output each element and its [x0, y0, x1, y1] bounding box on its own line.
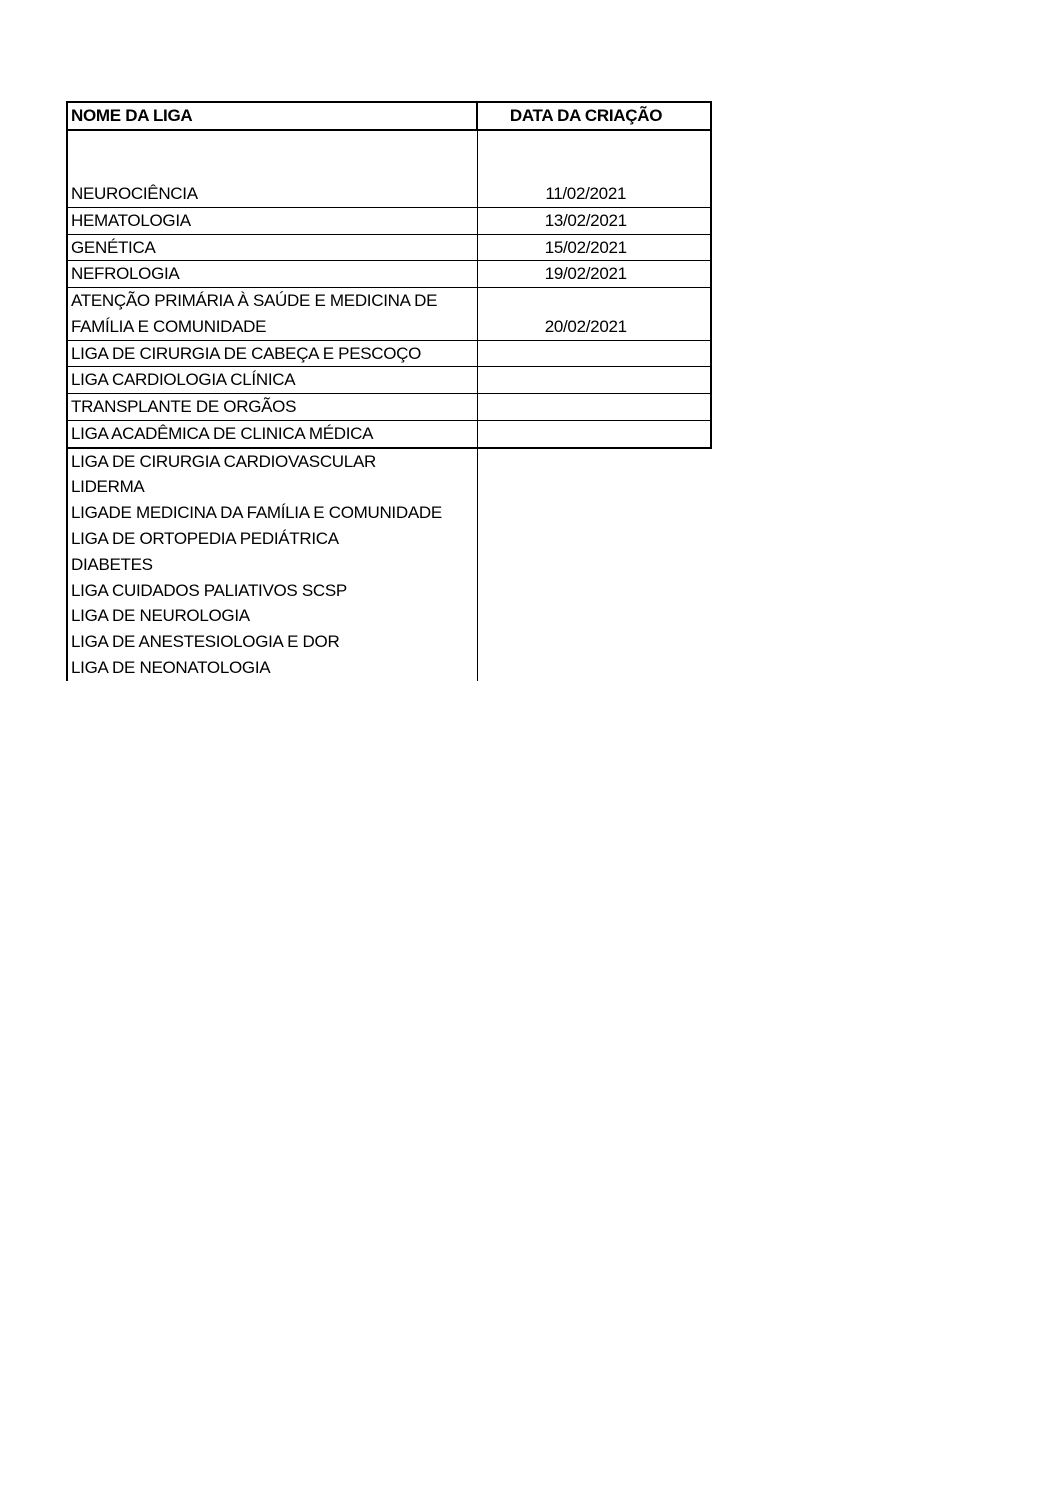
liga-date	[477, 500, 711, 526]
table-row	[67, 130, 711, 208]
liga-name: HEMATOLOGIA	[67, 207, 477, 234]
table-row	[67, 526, 711, 552]
liga-name: LIGA DE NEONATOLOGIA	[67, 655, 477, 681]
table-row	[67, 367, 711, 394]
table-row	[67, 629, 711, 655]
table-row	[67, 577, 711, 603]
liga-name: LIGA CARDIOLOGIA CLÍNICA	[67, 367, 477, 394]
spreadsheet-page	[66, 101, 712, 681]
header-row	[67, 102, 711, 130]
table-row	[67, 234, 711, 261]
liga-date	[477, 552, 711, 578]
liga-name: DIABETES	[67, 552, 477, 578]
liga-date	[477, 655, 711, 681]
table-row	[67, 448, 711, 475]
liga-date	[477, 340, 711, 367]
ligas-table	[66, 101, 712, 681]
liga-name: LIGA DE CIRURGIA CARDIOVASCULAR	[67, 448, 477, 475]
table-row	[67, 261, 711, 288]
liga-name: LIGA DE CIRURGIA DE CABEÇA E PESCOÇO	[67, 340, 477, 367]
table-row	[67, 394, 711, 421]
liga-date	[477, 448, 711, 475]
table-row	[67, 207, 711, 234]
liga-name: NEUROCIÊNCIA	[67, 130, 477, 208]
liga-name: ATENÇÃO PRIMÁRIA À SAÚDE E MEDICINA DE FAMÍLIA E COMUNIDADE	[67, 288, 477, 341]
table-row	[67, 603, 711, 629]
liga-date: 20/02/2021	[477, 288, 711, 341]
liga-date	[477, 367, 711, 394]
liga-name: NEFROLOGIA	[67, 261, 477, 288]
liga-name: LIGADE MEDICINA DA FAMÍLIA E COMUNIDADE	[67, 500, 477, 526]
liga-name: TRANSPLANTE DE ORGÃOS	[67, 394, 477, 421]
table-row	[67, 340, 711, 367]
liga-date	[477, 526, 711, 552]
liga-date	[477, 629, 711, 655]
liga-date	[477, 603, 711, 629]
header-date: DATA DA CRIAÇÃO	[477, 102, 711, 130]
table-row	[67, 420, 711, 447]
liga-date	[477, 474, 711, 500]
liga-name: LIGA DE NEUROLOGIA	[67, 603, 477, 629]
liga-name: LIGA DE ORTOPEDIA PEDIÁTRICA	[67, 526, 477, 552]
table-row	[67, 288, 711, 341]
liga-date	[477, 420, 711, 447]
liga-name: LIDERMA	[67, 474, 477, 500]
table-row	[67, 655, 711, 681]
liga-name: LIGA ACADÊMICA DE CLINICA MÉDICA	[67, 420, 477, 447]
table-row	[67, 474, 711, 500]
liga-date: 15/02/2021	[477, 234, 711, 261]
header-name: NOME DA LIGA	[67, 102, 477, 130]
liga-date: 13/02/2021	[477, 207, 711, 234]
liga-name: LIGA DE ANESTESIOLOGIA E DOR	[67, 629, 477, 655]
table-row	[67, 500, 711, 526]
liga-date: 11/02/2021	[477, 130, 711, 208]
liga-date	[477, 577, 711, 603]
liga-date	[477, 394, 711, 421]
liga-name: LIGA CUIDADOS PALIATIVOS SCSP	[67, 577, 477, 603]
liga-name: GENÉTICA	[67, 234, 477, 261]
liga-date: 19/02/2021	[477, 261, 711, 288]
table-row	[67, 552, 711, 578]
